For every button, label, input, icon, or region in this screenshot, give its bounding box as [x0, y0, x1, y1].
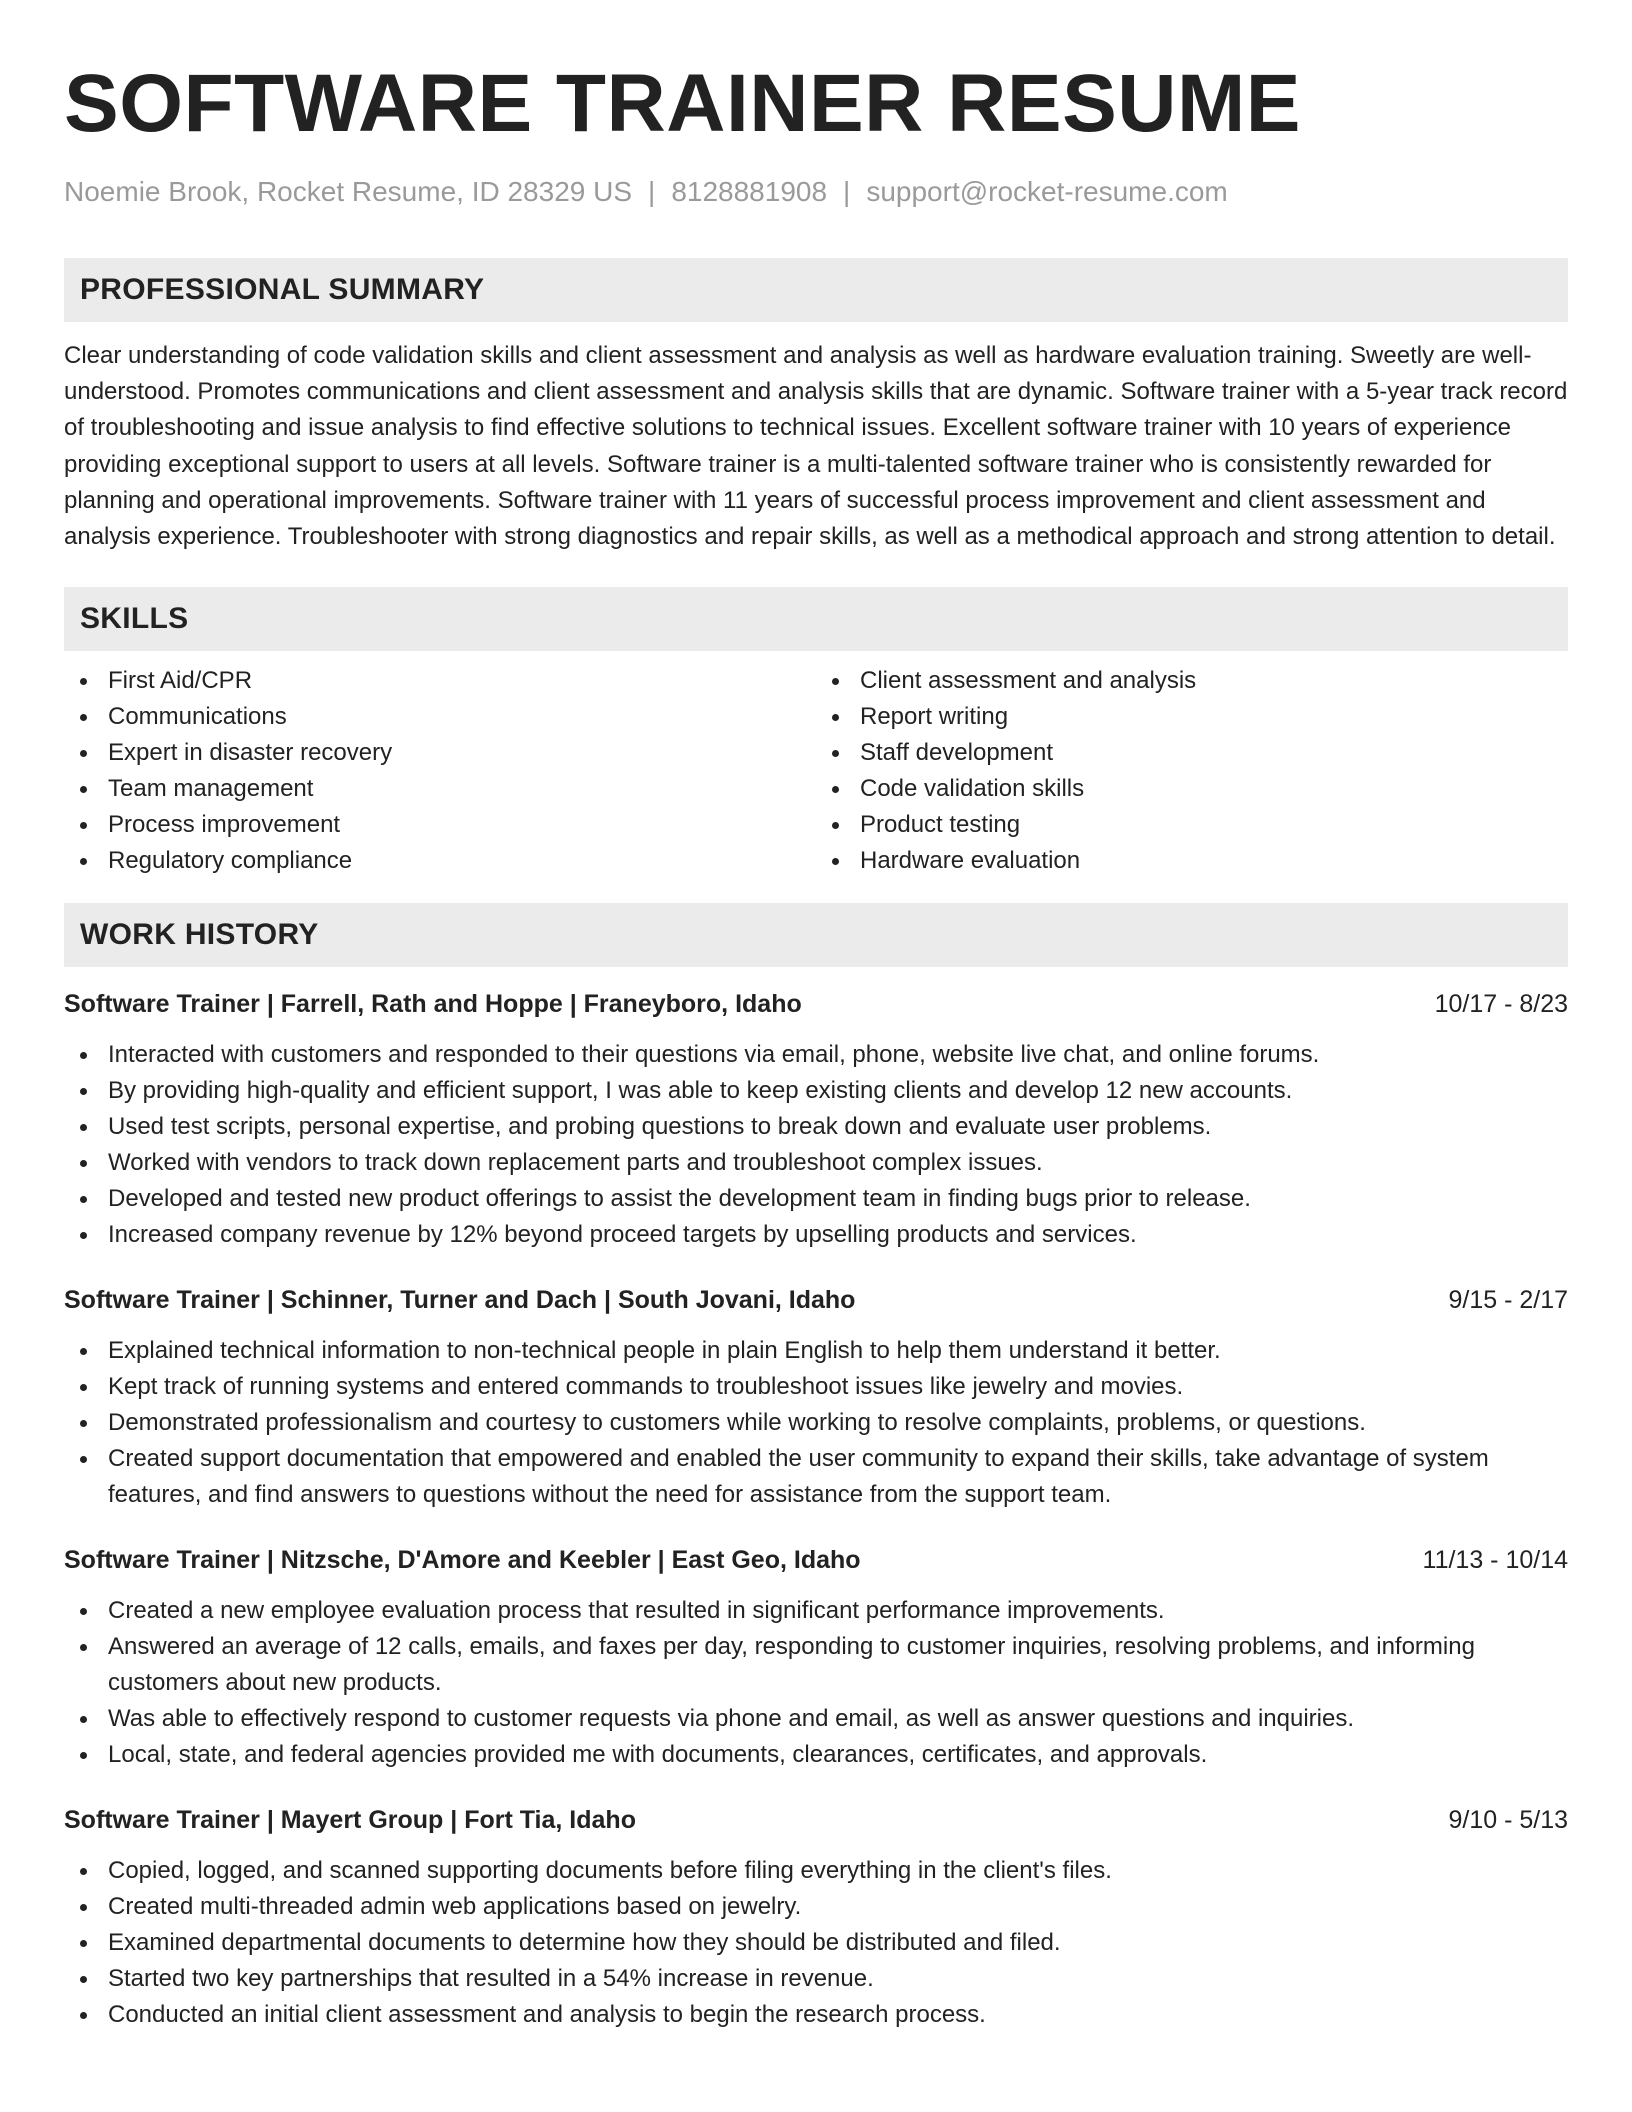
job-bullet: Copied, logged, and scanned supporting documents before filing everything in the client's files. — [64, 1853, 1568, 1889]
contact-email: support@rocket-resume.com — [866, 176, 1228, 207]
job-header — [64, 1803, 1568, 1837]
job-bullet: Explained technical information to non-technical people in plain English to help them understand it better. — [64, 1333, 1568, 1369]
job-header — [64, 1283, 1568, 1317]
job-bullet: Kept track of running systems and entered commands to troubleshoot issues like jewelry and movies. — [64, 1369, 1568, 1405]
contact-address: Noemie Brook, Rocket Resume, ID 28329 US — [64, 176, 633, 207]
contact-separator: | — [648, 176, 656, 207]
contact-line — [64, 174, 1568, 210]
skills-grid — [64, 663, 1568, 879]
professional-summary-heading: PROFESSIONAL SUMMARY — [64, 258, 1568, 322]
contact-phone: 8128881908 — [671, 176, 828, 207]
job-bullet: Interacted with customers and responded to their questions via email, phone, website live chat, and online forums. — [64, 1037, 1568, 1073]
job-entry — [64, 987, 1568, 1253]
job-bullet: Answered an average of 12 calls, emails, and faxes per day, responding to customer inquiries, resolving problems, and informing customers about new products. — [64, 1629, 1568, 1701]
job-header — [64, 987, 1568, 1021]
work-history-heading: WORK HISTORY — [64, 903, 1568, 967]
job-bullet: Created multi-threaded admin web applications based on jewelry. — [64, 1889, 1568, 1925]
skill-item: Regulatory compliance — [64, 843, 816, 879]
skill-item: Expert in disaster recovery — [64, 735, 816, 771]
skill-item: Communications — [64, 699, 816, 735]
job-title: Software Trainer | Mayert Group | Fort Tia, Idaho — [64, 1806, 636, 1835]
job-dates: 9/15 - 2/17 — [1448, 1286, 1568, 1315]
job-bullet: By providing high-quality and efficient support, I was able to keep existing clients and develop 12 new accounts. — [64, 1073, 1568, 1109]
job-entry — [64, 1543, 1568, 1773]
job-bullets — [64, 1853, 1568, 2033]
job-bullet: Examined departmental documents to determine how they should be distributed and filed. — [64, 1925, 1568, 1961]
job-bullet: Increased company revenue by 12% beyond proceed targets by upselling products and services. — [64, 1217, 1568, 1253]
skill-item: First Aid/CPR — [64, 663, 816, 699]
job-bullets — [64, 1037, 1568, 1253]
job-title: Software Trainer | Nitzsche, D'Amore and Keebler | East Geo, Idaho — [64, 1546, 861, 1575]
skills-column-right — [816, 663, 1568, 879]
job-bullet: Conducted an initial client assessment and analysis to begin the research process. — [64, 1997, 1568, 2033]
skill-item: Process improvement — [64, 807, 816, 843]
job-bullet: Used test scripts, personal expertise, and probing questions to break down and evaluate user problems. — [64, 1109, 1568, 1145]
skills-column-left — [64, 663, 816, 879]
job-bullet: Started two key partnerships that resulted in a 54% increase in revenue. — [64, 1961, 1568, 1997]
job-dates: 9/10 - 5/13 — [1448, 1806, 1568, 1835]
professional-summary-text: Clear understanding of code validation skills and client assessment and analysis as well as hardware evaluation training. Sweetly are well-understood. Promotes communications and client assessment and analysis skills that are dynamic. Software trainer with a 5-year track record of troubleshooting and issue analysis to find effective solutions to technical issues. Excellent software trainer with 10 years of experience providing exceptional support to users at all levels. Software trainer is a multi-talented software trainer who is consistently rewarded for planning and operational improvements. Software trainer with 11 years of successful process improvement and client assessment and analysis experience. Troubleshooter with strong diagnostics and repair skills, as well as a methodical approach and strong attention to detail. — [64, 342, 1568, 551]
skill-item: Team management — [64, 771, 816, 807]
job-header — [64, 1543, 1568, 1577]
job-bullet: Developed and tested new product offerings to assist the development team in finding bugs prior to release. — [64, 1181, 1568, 1217]
job-bullets — [64, 1593, 1568, 1773]
contact-separator: | — [843, 176, 851, 207]
skill-item: Staff development — [816, 735, 1568, 771]
skill-item: Client assessment and analysis — [816, 663, 1568, 699]
job-bullet: Demonstrated professionalism and courtesy to customers while working to resolve complaints, problems, or questions. — [64, 1405, 1568, 1441]
job-bullet: Was able to effectively respond to customer requests via phone and email, as well as answer questions and inquiries. — [64, 1701, 1568, 1737]
job-dates: 11/13 - 10/14 — [1422, 1546, 1568, 1575]
skills-heading: SKILLS — [64, 587, 1568, 651]
job-bullet: Worked with vendors to track down replacement parts and troubleshoot complex issues. — [64, 1145, 1568, 1181]
skill-item: Code validation skills — [816, 771, 1568, 807]
job-entry — [64, 1803, 1568, 2033]
job-bullet: Created support documentation that empowered and enabled the user community to expand their skills, take advantage of system features, and find answers to questions without the need for assistance from the support team. — [64, 1441, 1568, 1513]
skill-item: Hardware evaluation — [816, 843, 1568, 879]
skill-item: Product testing — [816, 807, 1568, 843]
job-entry — [64, 1283, 1568, 1513]
job-bullet: Local, state, and federal agencies provided me with documents, clearances, certificates, and approvals. — [64, 1737, 1568, 1773]
job-bullet: Created a new employee evaluation process that resulted in significant performance improvements. — [64, 1593, 1568, 1629]
job-dates: 10/17 - 8/23 — [1434, 990, 1568, 1019]
job-bullets — [64, 1333, 1568, 1513]
resume-title: SOFTWARE TRAINER RESUME — [64, 58, 1301, 149]
job-title: Software Trainer | Farrell, Rath and Hoppe | Franeyboro, Idaho — [64, 990, 802, 1019]
skill-item: Report writing — [816, 699, 1568, 735]
job-title: Software Trainer | Schinner, Turner and Dach | South Jovani, Idaho — [64, 1286, 856, 1315]
